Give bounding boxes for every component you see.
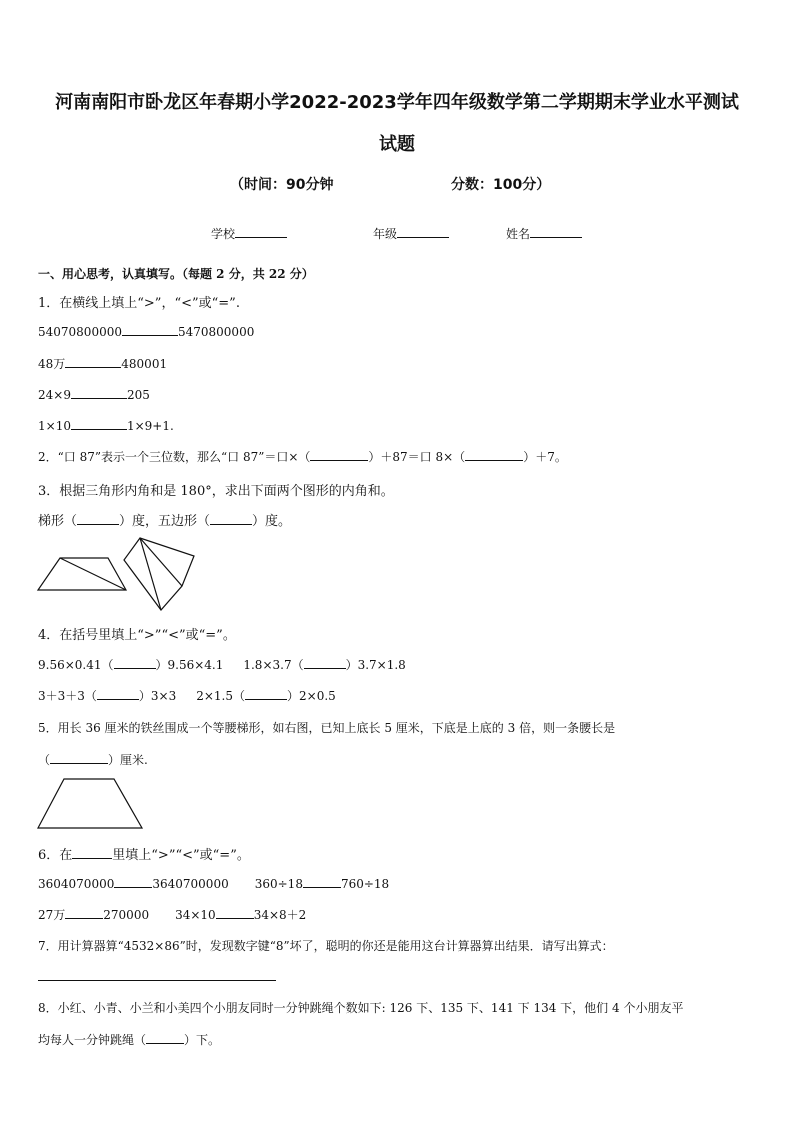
question-3-figures: [34, 532, 206, 614]
question-1-stem: 1．在横线上填上“>”，“<”或“=”.: [38, 296, 240, 311]
section-heading: 一、用心思考，认真填写。（每题 2 分，共 22 分）: [38, 267, 314, 281]
isosceles-trapezoid-figure: [38, 779, 142, 828]
question-2: 2．“口 87”表示一个三位数，那么“口 87”＝口×（ ）＋87＝口 8×（ ）＋7。: [38, 450, 567, 464]
question-5-line-2: （ ）厘米.: [38, 753, 148, 767]
question-4-row-2: 3＋3＋3（ ）3×3 2×1.5（ ）2×0.5: [38, 689, 336, 703]
answer-blank[interactable]: [71, 417, 127, 430]
question-1-row-3: 24×9 205: [38, 388, 150, 402]
question-6-row-2: 27万 270000 34×10 34×8＋2: [38, 908, 307, 922]
grade-blank[interactable]: [397, 225, 449, 238]
answer-blank[interactable]: [65, 355, 121, 368]
question-4-row-1: 9.56×0.41（ ）9.56×4.1 1.8×3.7（ ）3.7×1.8: [38, 658, 406, 672]
answer-blank[interactable]: [465, 448, 523, 461]
school-label: 学校: [211, 227, 236, 241]
answer-blank[interactable]: [71, 386, 127, 399]
question-5-line-1: 5．用长 36 厘米的铁丝围成一个等腰梯形，如右图，已知上底长 5 厘米，下底是上底的 3 倍，则一条腰长是: [38, 721, 616, 735]
exam-score: 分数：100分）: [451, 177, 551, 193]
exam-time: （时间：90分钟: [230, 177, 334, 193]
answer-blank[interactable]: [210, 512, 252, 525]
grade-field: [373, 225, 449, 242]
trapezoid-diagonal: [60, 558, 126, 590]
answer-blank[interactable]: [114, 656, 156, 669]
question-8-line-1: 8．小红、小青、小兰和小美四个小朋友同时一分钟跳绳个数如下: 126 下、135 下、141 下 134 下，他们 4 个小朋友平: [38, 1001, 684, 1015]
question-1-row-4: 1×10 1×9+1.: [38, 419, 174, 433]
question-3-answer: 梯形（ ）度，五边形（ ）度。: [38, 514, 292, 529]
question-4-stem: 4．在括号里填上“>”“<”或“=”。: [38, 628, 236, 643]
answer-blank[interactable]: [65, 906, 103, 919]
question-6-stem: 6．在 里填上“>”“<”或“=”。: [38, 848, 250, 863]
name-blank[interactable]: [530, 225, 582, 238]
answer-blank[interactable]: [122, 323, 178, 336]
answer-blank[interactable]: [50, 751, 108, 764]
question-8-line-2: 均每人一分钟跳绳（ ）下。: [38, 1033, 221, 1047]
question-7-stem: 7．用计算器算“4532×86”时，发现数字键“8”坏了，聪明的你还是能用这台计算器算出结果．请写出算式：: [38, 939, 614, 953]
question-7-answer-line[interactable]: [38, 979, 276, 981]
answer-blank[interactable]: [216, 906, 254, 919]
name-label: 姓名: [506, 227, 531, 241]
question-5-trapezoid: [34, 774, 146, 832]
pentagon-diagonal: [140, 538, 161, 610]
trapezoid-figure: [38, 558, 126, 590]
name-field: [506, 225, 582, 242]
answer-blank[interactable]: [97, 687, 139, 700]
question-3-stem: 3．根据三角形内角和是 180°，求出下面两个图形的内角和。: [38, 484, 394, 499]
answer-blank[interactable]: [303, 875, 341, 888]
question-1-row-1: 54070800000 5470800000: [38, 325, 255, 339]
grade-label: 年级: [373, 227, 398, 241]
pentagon-figure: [124, 538, 194, 610]
answer-blank[interactable]: [146, 1031, 184, 1044]
answer-blank[interactable]: [114, 875, 152, 888]
answer-blank[interactable]: [245, 687, 287, 700]
answer-blank[interactable]: [304, 656, 346, 669]
answer-blank[interactable]: [310, 448, 368, 461]
question-6-row-1: 3604070000 3640700000 360÷18 760÷18: [38, 877, 390, 891]
answer-blank[interactable]: [77, 512, 119, 525]
school-field: [211, 225, 287, 242]
page-title: 河南南阳市卧龙区年春期小学2022-2023学年四年级数学第二学期期末学业水平测试: [55, 92, 739, 113]
school-blank[interactable]: [235, 225, 287, 238]
answer-blank: [72, 846, 112, 859]
question-1-row-2: 48万 480001: [38, 357, 168, 371]
page-title-continued: 试题: [379, 134, 415, 155]
